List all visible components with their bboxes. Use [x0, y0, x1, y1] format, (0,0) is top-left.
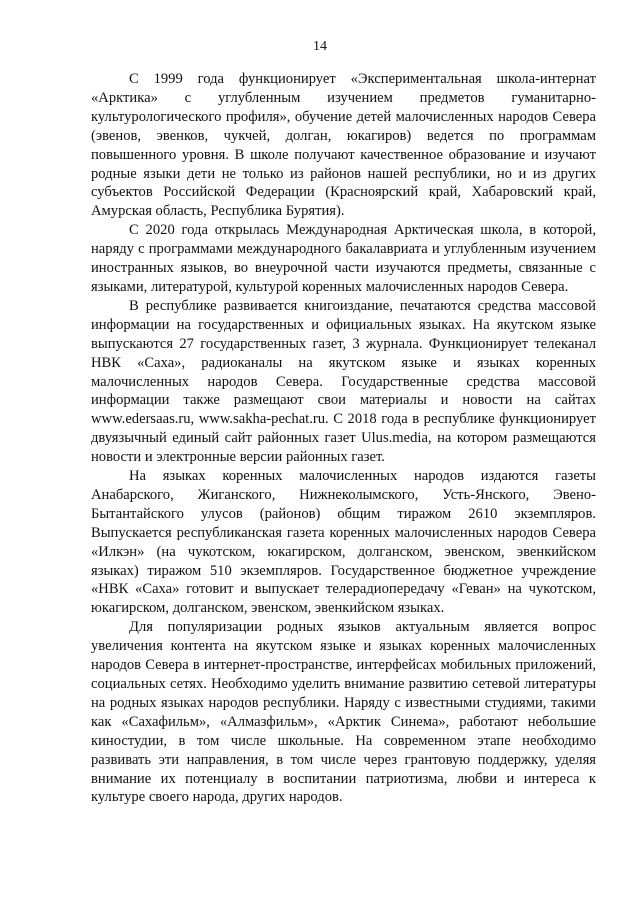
paragraph-indigenous-newspapers: На языках коренных малочисленных народов издаются газеты Анабарского, Жиганского, Нижнеколымского, Усть-Янского, Эвено-Бытантайского улусов (районов) общим тиражом 2610 экземпляров. Выпускается республиканская газета коренных малочисленных народов Севера «Илкэн» (на чукотском, юкагирском, долганском, эвенском, эвенкийском языках) тиражом 510 экземпляров. Государственное бюджетное учреждение «НВК «Саха» готовит и выпускает телерадиопередачу «Геван» на чукотском, юкагирском, долганском, эвенском, эвенкийском языках. — [91, 468, 596, 617]
paragraph-arctic-boarding-school: С 1999 года функционирует «Экспериментальная школа-интернат «Арктика» с углубленным изучением предметов гуманитарно-культурологического профиля», обучение детей малочисленных народов Севера (эвенов, эвенков, чукчей, долган, юкагиров) ведется по программам повышенного уровня. В школе получают качественное образование и изучают родные языки дети не только из районов нашей республики, но и из других субъектов Российской Федерации (Красноярский край, Хабаровский край, Амурская область, Республика Бурятия). — [91, 71, 596, 220]
page-number: 14 — [313, 39, 327, 54]
paragraph-digital-content: Для популяризации родных языков актуальным является вопрос увеличения контента на якутском языке и языках коренных малочисленных народов Севера в интернет-пространстве, интерфейсах мобильных приложений, социальных сетях. Необходимо уделить внимание развитию сетевой литературы на родных языках народов республики. Наряду с известными студиями, такими как «Сахафильм», «Алмазфильм», «Арктик Синема», работают небольшие киностудии, в том числе школьные. На современном этапе необходимо развивать эти направления, в том числе через грантовую поддержку, уделяя внимание их потенциалу в воспитании патриотизма, любви и интереса к культуре своего народа, других народов. — [91, 619, 596, 806]
paragraph-mass-media: В республике развивается книгоиздание, печатаются средства массовой информации на государственных и официальных языках. На якутском языке выпускаются 27 государственных газет, 3 журнала. Функционирует телеканал НВК «Саха», радиоканалы на якутском языке и языках коренных малочисленных народов Севера. Государственные средства массовой информации также размещают свои материалы и новости на сайтах www.edersaas.ru, www.sakha-pechat.ru. С 2018 года в республике функционирует двуязычный единый сайт районных газет Ulus.media, на котором размещаются новости и электронные версии районных газет. — [91, 297, 596, 466]
paragraph-international-arctic-school: С 2020 года открылась Международная Арктическая школа, в которой, наряду с программами международного бакалавриата и углубленным изучением иностранных языков, во внеурочной части изучаются предметы, связанные с языками, литературой, культурой коренных малочисленных народов Севера. — [91, 222, 596, 295]
body-text — [91, 70, 596, 807]
